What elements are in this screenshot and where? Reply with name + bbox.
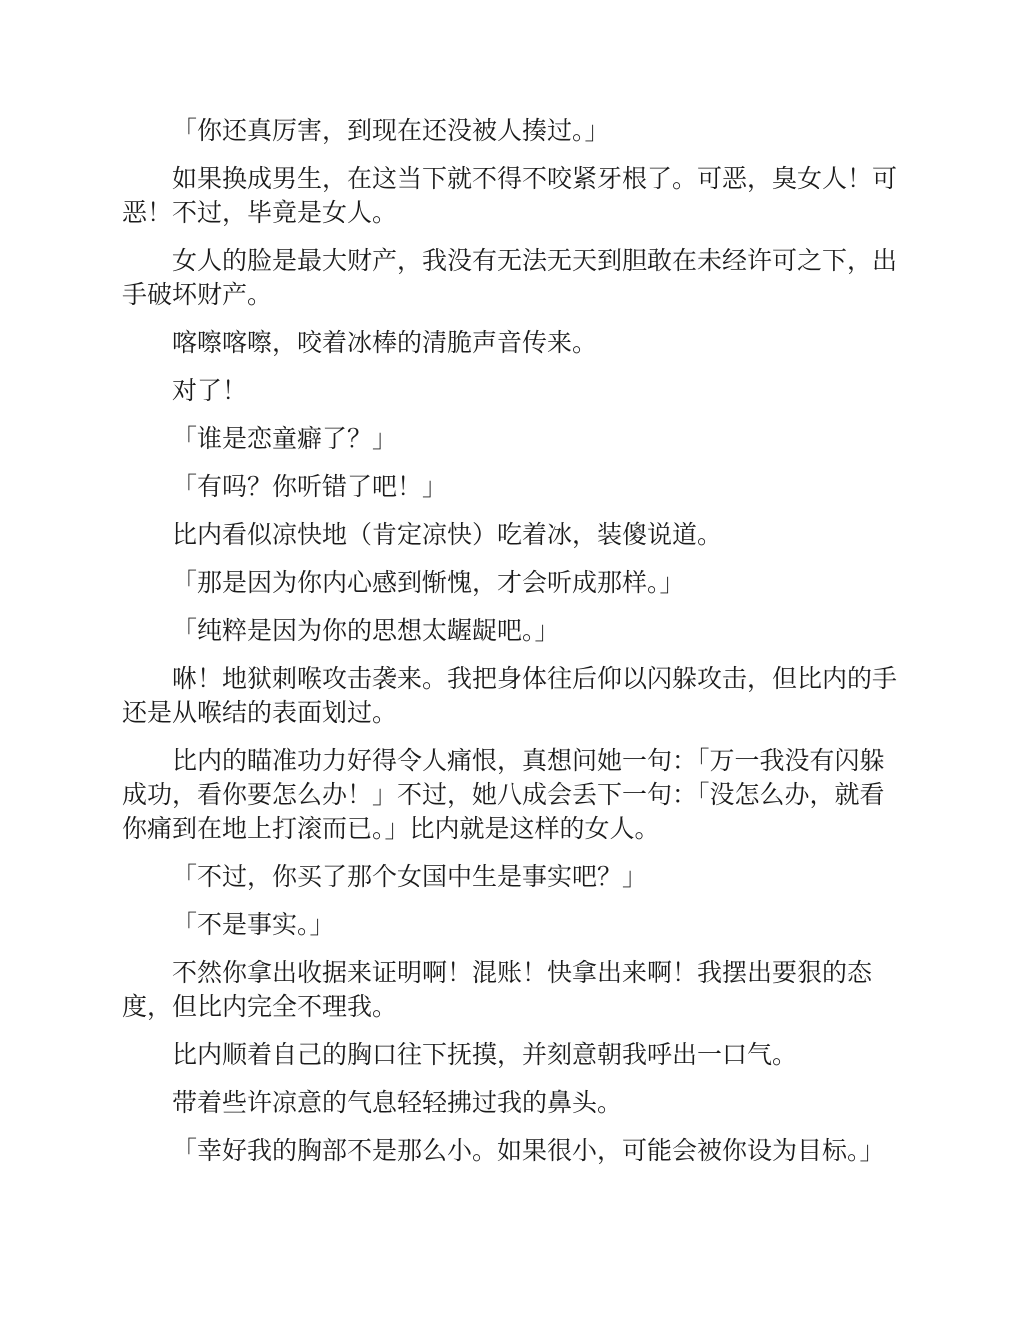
paragraph-9: 「那是因为你内心感到惭愧，才会听成那样。」 (172, 568, 685, 597)
paragraph-16: 比内顺着自己的胸口往下抚摸，并刻意朝我呼出一口气。 (172, 1040, 798, 1069)
paragraph-12: 比内的瞄准功力好得令人痛恨，真想问她一句：「万一我没有闪躲成功，看你要怎么办！」不过，她八成会丢下一句：「没怎么办，就看你痛到在地上打滚而已。」比内就是这样的女人。 (122, 746, 885, 843)
paragraph-3: 女人的脸是最大财产，我没有无法无天到胆敢在未经许可之下，出手破坏财产。 (122, 246, 898, 309)
body-text (122, 114, 898, 1182)
paragraph-18: 「幸好我的胸部不是那么小。如果很小，可能会被你设为目标。」 (172, 1136, 885, 1165)
paragraph-11: 咻！地狱刺喉攻击袭来。我把身体往后仰以闪躲攻击，但比内的手还是从喉结的表面划过。 (122, 664, 898, 727)
paragraph-15: 不然你拿出收据来证明啊！混账！快拿出来啊！我摆出要狠的态度，但比内完全不理我。 (122, 958, 873, 1021)
paragraph-17: 带着些许凉意的气息轻轻拂过我的鼻头。 (172, 1088, 623, 1117)
paragraph-8: 比内看似凉快地（肯定凉快）吃着冰，装傻说道。 (172, 520, 723, 549)
paragraph-10: 「纯粹是因为你的思想太龌龊吧。」 (172, 616, 560, 645)
paragraph-1: 「你还真厉害，到现在还没被人揍过。」 (172, 116, 610, 145)
paragraph-5: 对了！ (172, 376, 248, 405)
paragraph-7: 「有吗？你听错了吧！」 (172, 472, 448, 501)
paragraph-13: 「不过，你买了那个女国中生是事实吧？」 (172, 862, 648, 891)
paragraph-6: 「谁是恋童癖了？」 (172, 424, 398, 453)
paragraph-4: 喀嚓喀嚓，咬着冰棒的清脆声音传来。 (172, 328, 598, 357)
paragraph-14: 「不是事实。」 (172, 910, 335, 939)
paragraph-2: 如果换成男生，在这当下就不得不咬紧牙根了。可恶，臭女人！可恶！不过，毕竟是女人。 (122, 164, 898, 227)
